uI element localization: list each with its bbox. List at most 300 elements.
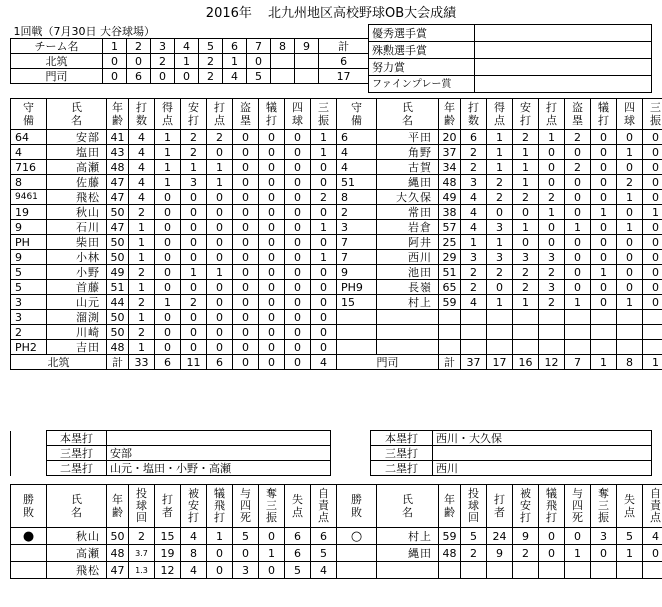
- pitching-so: 0: [259, 528, 285, 545]
- batting-age: 38: [439, 205, 461, 220]
- batting-ab: 2: [461, 160, 487, 175]
- batting-age: 49: [439, 190, 461, 205]
- batting-rbi: 1: [207, 160, 233, 175]
- batting-name: 石川: [47, 220, 107, 235]
- batting-header-cell: 三 振: [311, 99, 337, 130]
- page-title: [0, 2, 662, 21]
- batting-r: [487, 310, 513, 325]
- batting-rbi: 1: [539, 130, 565, 145]
- batting-header-cell: 四 球: [617, 99, 643, 130]
- pitching-header-cell: 投 球 回: [461, 485, 487, 528]
- batting-so: 0: [643, 175, 662, 190]
- batting-h: 3: [513, 250, 539, 265]
- totals-bb: 8: [617, 355, 643, 370]
- batting-bb: 0: [285, 190, 311, 205]
- inning-score: [295, 69, 319, 84]
- batting-bb: 0: [285, 235, 311, 250]
- totals-label: 計: [439, 355, 461, 370]
- batting-r: 1: [155, 130, 181, 145]
- batting-sac: 0: [259, 235, 285, 250]
- pitching-bb: 5: [233, 528, 259, 545]
- batting-ab: 2: [461, 280, 487, 295]
- batting-pos: 9: [337, 265, 377, 280]
- batting-rbi: 1: [539, 205, 565, 220]
- batting-h: 1: [513, 175, 539, 190]
- batting-sb: 0: [233, 205, 259, 220]
- batting-row: [11, 220, 662, 235]
- inning-score: 2: [151, 54, 175, 69]
- extra-hit-label: 二塁打: [371, 461, 433, 476]
- awards-table: [368, 24, 652, 93]
- pitching-bb: 0: [233, 545, 259, 562]
- pitching-table: [10, 484, 662, 579]
- batting-name: 角野: [377, 145, 439, 160]
- extra-hit-away: 西川・大久保: [433, 431, 652, 446]
- batting-r: 1: [487, 295, 513, 310]
- totals-r: 17: [487, 355, 513, 370]
- batting-h: 0: [181, 340, 207, 355]
- batting-rbi: 0: [539, 160, 565, 175]
- batting-pos: 2: [337, 205, 377, 220]
- award-value: [475, 42, 652, 59]
- award-value: [475, 25, 652, 42]
- batting-bb: 0: [285, 325, 311, 340]
- extra-blank: [11, 446, 47, 461]
- pitching-name: 秋山: [47, 528, 107, 545]
- batting-sac: 0: [259, 280, 285, 295]
- batting-ab: 1: [129, 250, 155, 265]
- batting-pos: 2: [11, 325, 47, 340]
- batting-name: 常田: [377, 205, 439, 220]
- batting-sb: 0: [233, 145, 259, 160]
- batting-h: 2: [513, 265, 539, 280]
- batting-age: 48: [107, 160, 129, 175]
- batting-row: [11, 280, 662, 295]
- batting-name: 佐藤: [47, 175, 107, 190]
- batting-so: 1: [311, 145, 337, 160]
- batting-name: 長嶺: [377, 280, 439, 295]
- totals-sac: 0: [259, 355, 285, 370]
- award-value: [475, 76, 652, 93]
- pitching-h: 4: [181, 562, 207, 579]
- pitching-header-cell: 被 安 打: [513, 485, 539, 528]
- batting-h: 0: [181, 250, 207, 265]
- inning-score: 5: [247, 69, 271, 84]
- inning-score: 0: [151, 69, 175, 84]
- pitching-r: 5: [285, 562, 311, 579]
- batting-row: [11, 295, 662, 310]
- batting-name: 古賀: [377, 160, 439, 175]
- batting-r: 0: [155, 205, 181, 220]
- batting-sb: 0: [233, 265, 259, 280]
- totals-label: 計: [107, 355, 129, 370]
- pitching-name: 高瀬: [47, 545, 107, 562]
- batting-pos: [337, 325, 377, 340]
- batting-ab: 1: [129, 310, 155, 325]
- batting-r: 1: [155, 145, 181, 160]
- pitching-h: 4: [181, 528, 207, 545]
- batting-sac: 0: [259, 295, 285, 310]
- pitching-r: 5: [617, 528, 643, 545]
- batting-age: 50: [107, 310, 129, 325]
- batting-bb: 0: [285, 295, 311, 310]
- batting-r: 0: [487, 280, 513, 295]
- total-header: 計: [319, 39, 369, 54]
- totals-bb: 0: [285, 355, 311, 370]
- totals-ab: 33: [129, 355, 155, 370]
- batting-name: 大久保: [377, 190, 439, 205]
- batting-r: 0: [155, 310, 181, 325]
- batting-pos: 4: [11, 145, 47, 160]
- pitching-bf: 15: [155, 528, 181, 545]
- totals-h: 11: [181, 355, 207, 370]
- batting-bb: 1: [617, 145, 643, 160]
- batting-ab: 3: [461, 175, 487, 190]
- linescore-header: [11, 39, 369, 54]
- batting-h: 2: [513, 130, 539, 145]
- inning-score: 6: [127, 69, 151, 84]
- batting-sac: [591, 325, 617, 340]
- batting-r: [487, 340, 513, 355]
- inning-score: 1: [175, 54, 199, 69]
- batting-pos: 3: [337, 220, 377, 235]
- inning-score: 0: [127, 54, 151, 69]
- batting-rbi: 2: [539, 265, 565, 280]
- batting-pos: 7: [337, 250, 377, 265]
- pitching-bb: [565, 562, 591, 579]
- batting-pos: 8: [11, 175, 47, 190]
- pitching-name: 村上: [377, 528, 439, 545]
- extra-blank: [11, 461, 47, 476]
- batting-so: 1: [311, 250, 337, 265]
- batting-rbi: 0: [207, 280, 233, 295]
- batting-h: [513, 340, 539, 355]
- batting-header-cell: 打 点: [207, 99, 233, 130]
- batting-r: [487, 325, 513, 340]
- pitching-name: 縄田: [377, 545, 439, 562]
- inning-score: 4: [223, 69, 247, 84]
- batting-sac: 0: [591, 235, 617, 250]
- pitching-header-cell: 自 責 点: [311, 485, 337, 528]
- batting-name: 阿井: [377, 235, 439, 250]
- tournament-title: 北九州地区高校野球OB大会成績: [268, 6, 457, 21]
- pitching-ip: 1.3: [129, 562, 155, 579]
- batting-name: 小林: [47, 250, 107, 265]
- batting-so: 1: [311, 130, 337, 145]
- batting-sac: 0: [591, 280, 617, 295]
- award-label: 努力賞: [369, 59, 475, 76]
- batting-sb: 0: [565, 235, 591, 250]
- batting-age: 50: [107, 235, 129, 250]
- team-name: 門司: [11, 69, 103, 84]
- pitching-so: 1: [259, 545, 285, 562]
- batting-rbi: 3: [539, 280, 565, 295]
- award-label: 優秀選手賞: [369, 25, 475, 42]
- batting-ab: 4: [129, 175, 155, 190]
- batting-so: 0: [643, 160, 662, 175]
- batting-ab: 2: [461, 265, 487, 280]
- batting-row: [11, 340, 662, 355]
- batting-ab: 2: [129, 325, 155, 340]
- pitching-header-cell: 投 球 回: [129, 485, 155, 528]
- batting-rbi: 1: [207, 175, 233, 190]
- batting-pos: 15: [337, 295, 377, 310]
- batting-row: [11, 310, 662, 325]
- pitching-ip: 3.7: [129, 545, 155, 562]
- linescore-row: [11, 69, 369, 84]
- pitching-name: 飛松: [47, 562, 107, 579]
- inning-score: 2: [199, 54, 223, 69]
- batting-r: 0: [487, 205, 513, 220]
- inning-header: 5: [199, 39, 223, 54]
- batting-ab: 1: [129, 340, 155, 355]
- batting-sac: 1: [591, 205, 617, 220]
- batting-name: 高瀬: [47, 160, 107, 175]
- batting-pos: 9: [11, 220, 47, 235]
- batting-ab: [461, 325, 487, 340]
- pitching-bf: [487, 562, 513, 579]
- award-label: 殊勲選手賞: [369, 42, 475, 59]
- batting-pos: PH9: [337, 280, 377, 295]
- inning-header: 2: [127, 39, 151, 54]
- totals-r: 6: [155, 355, 181, 370]
- batting-name: 溜渕: [47, 310, 107, 325]
- batting-h: [513, 310, 539, 325]
- linescore-row: [11, 54, 369, 69]
- totals-team: 北筑: [11, 355, 107, 370]
- batting-header-cell: 四 球: [285, 99, 311, 130]
- batting-ab: [461, 340, 487, 355]
- batting-name: 秋山: [47, 205, 107, 220]
- batting-r: 1: [155, 160, 181, 175]
- batting-sac: 0: [259, 205, 285, 220]
- pitching-dec: [337, 545, 377, 562]
- batting-rbi: 0: [207, 145, 233, 160]
- batting-r: 2: [487, 175, 513, 190]
- batting-so: 0: [643, 220, 662, 235]
- batting-rbi: 3: [539, 250, 565, 265]
- pitching-header-cell: 被 安 打: [181, 485, 207, 528]
- batting-age: 37: [439, 145, 461, 160]
- batting-r: 1: [487, 145, 513, 160]
- batting-name: 池田: [377, 265, 439, 280]
- batting-age: 25: [439, 235, 461, 250]
- batting-h: 0: [181, 280, 207, 295]
- batting-bb: 0: [617, 205, 643, 220]
- batting-table: [10, 98, 662, 370]
- batting-name: [377, 340, 439, 355]
- batting-pos: 6: [337, 130, 377, 145]
- pitching-row: [11, 528, 662, 545]
- batting-r: 0: [155, 235, 181, 250]
- batting-h: 2: [513, 280, 539, 295]
- batting-bb: 0: [285, 280, 311, 295]
- batting-h: 0: [181, 235, 207, 250]
- batting-h: [513, 325, 539, 340]
- batting-sb: [565, 325, 591, 340]
- pitching-header-cell: 奪 三 振: [259, 485, 285, 528]
- pitching-r: 6: [285, 528, 311, 545]
- batting-sac: [591, 310, 617, 325]
- batting-bb: 0: [617, 160, 643, 175]
- batting-name: 縄田: [377, 175, 439, 190]
- award-row: [369, 42, 652, 59]
- batting-name: [377, 310, 439, 325]
- linescore-table: [10, 24, 369, 84]
- batting-bb: 0: [285, 205, 311, 220]
- batting-sb: 0: [233, 325, 259, 340]
- pitching-header-cell: 奪 三 振: [591, 485, 617, 528]
- batting-pos: 8: [337, 190, 377, 205]
- batting-so: 0: [643, 295, 662, 310]
- inning-score: [271, 69, 295, 84]
- batting-age: 48: [107, 340, 129, 355]
- batting-header-cell: 盗 塁: [233, 99, 259, 130]
- batting-ab: 4: [129, 160, 155, 175]
- batting-ab: 6: [461, 130, 487, 145]
- pitching-so: 3: [591, 528, 617, 545]
- award-row: [369, 25, 652, 42]
- batting-pos: 3: [11, 310, 47, 325]
- batting-sac: 0: [591, 250, 617, 265]
- batting-row: [11, 325, 662, 340]
- batting-sac: 0: [591, 160, 617, 175]
- inning-score: 2: [199, 69, 223, 84]
- batting-rbi: 0: [207, 325, 233, 340]
- extra-hit-label: 二塁打: [47, 461, 107, 476]
- batting-sb: 1: [565, 295, 591, 310]
- batting-sb: 1: [565, 220, 591, 235]
- batting-age: 47: [107, 190, 129, 205]
- batting-rbi: 0: [207, 250, 233, 265]
- pitching-age: 47: [107, 562, 129, 579]
- extra-hit-label: 三塁打: [371, 446, 433, 461]
- batting-rbi: 2: [539, 295, 565, 310]
- batting-age: 47: [107, 220, 129, 235]
- totals-h: 16: [513, 355, 539, 370]
- batting-age: 50: [107, 205, 129, 220]
- batting-name: 首藤: [47, 280, 107, 295]
- batting-name: 塩田: [47, 145, 107, 160]
- batting-age: 41: [107, 130, 129, 145]
- extra-hit-away: [433, 446, 652, 461]
- pitching-bb: 0: [565, 528, 591, 545]
- pitching-header-cell: 氏 名: [47, 485, 107, 528]
- extra-hit-row: [11, 446, 652, 461]
- batting-so: 0: [643, 145, 662, 160]
- batting-sb: 0: [565, 190, 591, 205]
- batting-pos: PH: [11, 235, 47, 250]
- batting-sac: 0: [259, 325, 285, 340]
- pitching-header-cell: 年 齢: [107, 485, 129, 528]
- batting-header-cell: 犠 打: [259, 99, 285, 130]
- pitching-er: 6: [311, 528, 337, 545]
- pitching-h: 9: [513, 528, 539, 545]
- batting-h: 1: [513, 145, 539, 160]
- batting-age: 51: [439, 265, 461, 280]
- pitching-sac: 1: [207, 528, 233, 545]
- pitching-age: 59: [439, 528, 461, 545]
- batting-age: 48: [439, 175, 461, 190]
- batting-h: 0: [181, 205, 207, 220]
- batting-r: 1: [487, 235, 513, 250]
- batting-age: 50: [107, 250, 129, 265]
- extra-hit-label: 三塁打: [47, 446, 107, 461]
- pitching-dec: [337, 562, 377, 579]
- batting-rbi: 2: [539, 190, 565, 205]
- extra-hit-row: [11, 431, 652, 446]
- batting-header-cell: 氏 名: [47, 99, 107, 130]
- batting-bb: 0: [617, 235, 643, 250]
- batting-name: 岩倉: [377, 220, 439, 235]
- inning-score: [295, 54, 319, 69]
- pitching-bf: 12: [155, 562, 181, 579]
- batting-sac: 0: [259, 160, 285, 175]
- batting-pos: 4: [337, 160, 377, 175]
- batting-age: [439, 310, 461, 325]
- batting-so: 0: [311, 175, 337, 190]
- batting-r: 1: [487, 130, 513, 145]
- pitching-sac: [539, 562, 565, 579]
- batting-r: 1: [155, 295, 181, 310]
- batting-ab: 4: [461, 205, 487, 220]
- batting-pos: 19: [11, 205, 47, 220]
- batting-rbi: 0: [539, 235, 565, 250]
- batting-sb: 0: [233, 250, 259, 265]
- batting-age: 50: [107, 325, 129, 340]
- batting-so: [643, 310, 662, 325]
- extra-hit-away: 西川: [433, 461, 652, 476]
- batting-h: 1: [513, 160, 539, 175]
- batting-age: 59: [439, 295, 461, 310]
- batting-sac: 0: [591, 145, 617, 160]
- batting-pos: [337, 340, 377, 355]
- batting-rbi: 0: [207, 220, 233, 235]
- batting-rbi: 0: [207, 190, 233, 205]
- batting-so: 0: [311, 295, 337, 310]
- batting-sac: [591, 340, 617, 355]
- pitching-dec: [11, 562, 47, 579]
- pitching-bf: 24: [487, 528, 513, 545]
- pitching-h: 8: [181, 545, 207, 562]
- batting-bb: [617, 310, 643, 325]
- pitching-header-cell: 与 四 死: [565, 485, 591, 528]
- extra-hit-home: 山元・塩田・小野・高瀬: [107, 461, 331, 476]
- batting-ab: 3: [461, 250, 487, 265]
- inning-score: 0: [247, 54, 271, 69]
- pitching-header: [11, 485, 662, 528]
- batting-rbi: 0: [207, 235, 233, 250]
- batting-r: 0: [155, 280, 181, 295]
- award-row: [369, 59, 652, 76]
- batting-sac: 0: [259, 175, 285, 190]
- batting-ab: 2: [129, 205, 155, 220]
- batting-age: 34: [439, 160, 461, 175]
- batting-ab: 1: [129, 280, 155, 295]
- pitching-header-cell: 犠 飛 打: [207, 485, 233, 528]
- batting-ab: 4: [461, 190, 487, 205]
- batting-bb: 0: [285, 145, 311, 160]
- batting-name: 安部: [47, 130, 107, 145]
- pitching-header-cell: 与 四 死: [233, 485, 259, 528]
- batting-rbi: 0: [539, 145, 565, 160]
- batting-sb: 0: [565, 250, 591, 265]
- batting-bb: [617, 340, 643, 355]
- pitching-row: [11, 545, 662, 562]
- batting-bb: 0: [285, 175, 311, 190]
- inning-header: 1: [103, 39, 127, 54]
- pitching-r: 1: [617, 545, 643, 562]
